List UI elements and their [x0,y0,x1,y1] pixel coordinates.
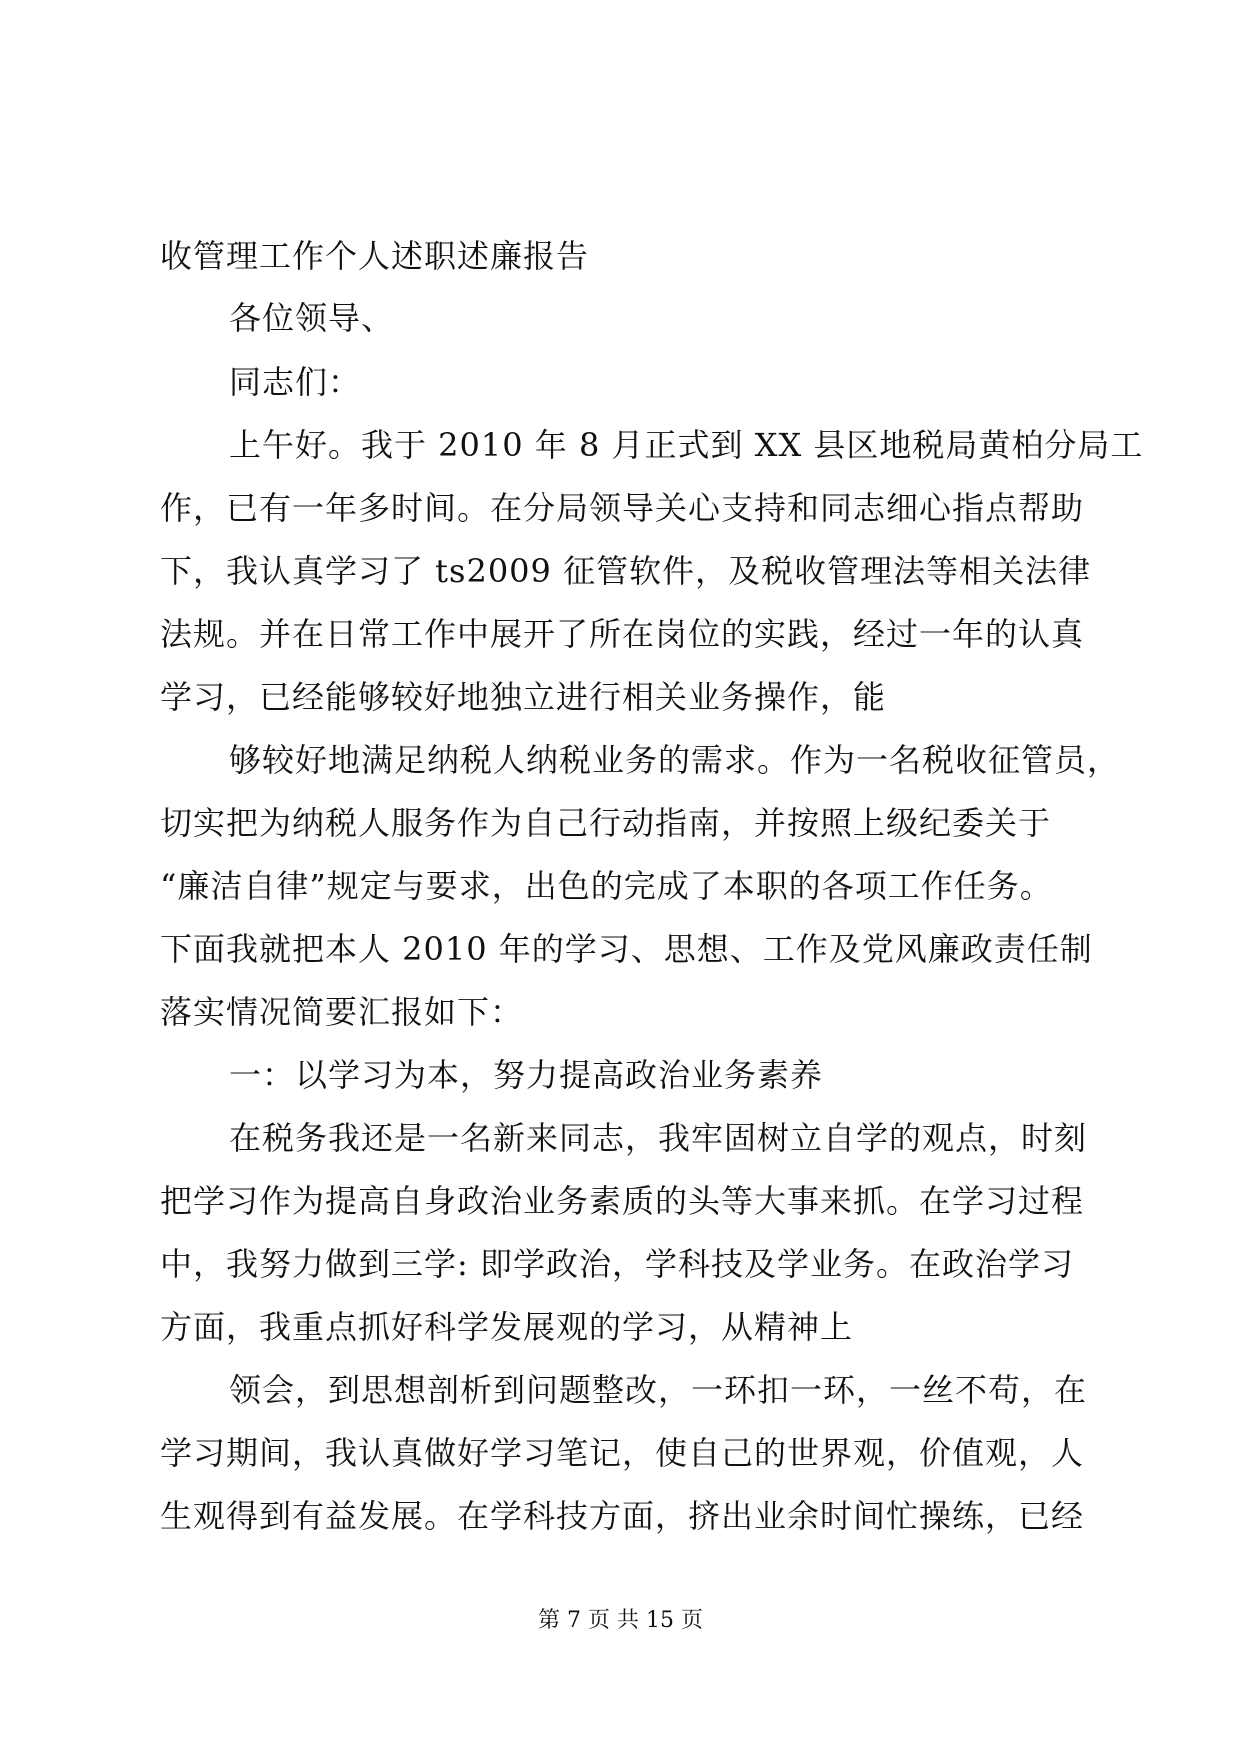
paragraph-line: 上午好。我于 2010 年 8 月正式到 XX 县区地税局黄柏分局工 [229,426,1144,464]
paragraph-line: 法规。并在日常工作中展开了所在岗位的实践，经过一年的认真 [160,615,1085,653]
paragraph-line: 切实把为纳税人服务作为自己行动指南，并按照上级纪委关于 [160,804,1052,842]
paragraph-line: 下面我就把本人 2010 年的学习、思想、工作及党风廉政责任制 [160,930,1093,968]
paragraph-line: 够较好地满足纳税人纳税业务的需求。作为一名税收征管员， [229,741,1121,779]
paragraph-line: 学习，已经能够较好地独立进行相关业务操作，能 [160,678,887,716]
page-footer: 第 7 页 共 15 页 [538,1608,703,1633]
paragraph-line: 学习期间，我认真做好学习笔记，使自己的世界观，价值观，人 [160,1434,1085,1472]
paragraph-line: 落实情况简要汇报如下： [160,993,524,1031]
paragraph-line: 下，我认真学习了 ts2009 征管软件，及税收管理法等相关法律 [160,552,1092,590]
paragraph-line: 中，我努力做到三学: 即学政治，学科技及学业务。在政治学习 [160,1245,1074,1283]
salutation-comrades: 同志们： [229,363,362,401]
paragraph-line: 把学习作为提高自身政治业务素质的头等大事来抓。在学习过程 [160,1182,1085,1220]
paragraph-line: 生观得到有益发展。在学科技方面，挤出业余时间忙操练，已经 [160,1497,1085,1535]
paragraph-line: “廉洁自律”规定与要求，出色的完成了本职的各项工作任务。 [160,867,1053,905]
paragraph-line: 方面，我重点抓好科学发展观的学习，从精神上 [160,1308,854,1346]
report-title: 收管理工作个人述职述廉报告 [160,237,590,275]
section-heading: 一：以学习为本，努力提高政治业务素养 [229,1056,824,1094]
paragraph-line: 在税务我还是一名新来同志，我牢固树立自学的观点，时刻 [229,1119,1088,1157]
salutation-leaders: 各位领导、 [229,299,395,337]
paragraph-line: 领会，到思想剖析到问题整改，一环扣一环，一丝不苟，在 [229,1371,1088,1409]
paragraph-line: 作，已有一年多时间。在分局领导关心支持和同志细心指点帮助 [160,489,1085,527]
